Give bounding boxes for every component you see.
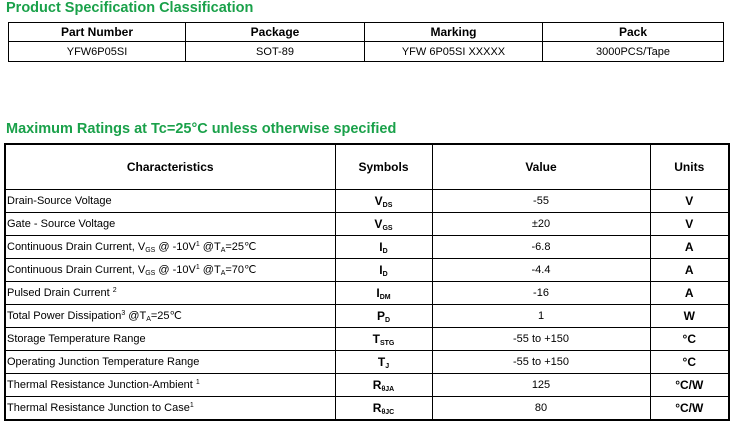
characteristic-cell: Pulsed Drain Current $^2$ [5,282,335,305]
symbol-cell: $R_{\theta JC}$ [335,397,432,421]
table-row [5,213,729,236]
unit-cell: A [650,259,729,282]
table-row [5,397,729,421]
characteristic-cell: Thermal Resistance Junction-Ambient $^1$ [5,374,335,397]
characteristic-cell: Thermal Resistance Junction to Case$^1$ [5,397,335,421]
characteristic-cell: Gate - Source Voltage [5,213,335,236]
symbol-cell: $I_D$ [335,236,432,259]
value-cell: -55 to +150 [432,328,650,351]
unit-cell: A [650,236,729,259]
symbol-cell: $R_{\theta JA}$ [335,374,432,397]
characteristic-cell: Continuous Drain Current, $V_{GS}$ @ $-10V^1$ $@T_A=25℃$ [5,236,335,259]
characteristic-cell: Operating Junction Temperature Range [5,351,335,374]
unit-cell: A [650,282,729,305]
header-units: Units [650,144,729,190]
value-cell: -55 to +150 [432,351,650,374]
characteristic-cell: Total Power Dissipation$^3$ $@T_A=25℃$ [5,305,335,328]
symbol-cell: $I_{DM}$ [335,282,432,305]
unit-cell: W [650,305,729,328]
symbol-cell: $I_D$ [335,259,432,282]
header-package: Package [186,23,365,42]
symbol-cell: $T_J$ [335,351,432,374]
characteristic-cell: Continuous Drain Current, $V_{GS}$ @ $-10V^1$ $@T_A=70℃$ [5,259,335,282]
table-row [5,190,729,213]
ratings-section-title: Maximum Ratings at Tc=25°C unless otherwise specified [6,121,397,137]
unit-cell: V [650,190,729,213]
ratings-header-row [5,144,729,190]
ratings-table [4,143,730,421]
header-value: Value [432,144,650,190]
table-row [5,328,729,351]
symbol-cell: $P_D$ [335,305,432,328]
marking-value: YFW 6P05SI XXXXX [365,42,543,62]
table-row [5,351,729,374]
header-part-number: Part Number [9,23,186,42]
spec-data-row [9,42,724,62]
symbol-cell: $V_{GS}$ [335,213,432,236]
package-value: SOT-89 [186,42,365,62]
spec-section-title: Product Specification Classification [6,0,254,16]
table-row [5,282,729,305]
symbol-cell: $T_{STG}$ [335,328,432,351]
table-row [5,236,729,259]
value-cell: ±20 [432,213,650,236]
header-marking: Marking [365,23,543,42]
spec-table [8,22,724,62]
spec-header-row [9,23,724,42]
unit-cell: °C [650,351,729,374]
unit-cell: °C/W [650,374,729,397]
header-pack: Pack [543,23,724,42]
value-cell: -16 [432,282,650,305]
unit-cell: V [650,213,729,236]
characteristic-cell: Drain-Source Voltage [5,190,335,213]
header-symbols: Symbols [335,144,432,190]
table-row [5,374,729,397]
pack-value: 3000PCS/Tape [543,42,724,62]
unit-cell: °C [650,328,729,351]
value-cell: 125 [432,374,650,397]
symbol-cell: $V_{DS}$ [335,190,432,213]
value-cell: 1 [432,305,650,328]
part-number-value: YFW6P05SI [9,42,186,62]
unit-cell: °C/W [650,397,729,421]
header-characteristics: Characteristics [5,144,335,190]
value-cell: -6.8 [432,236,650,259]
table-row [5,259,729,282]
value-cell: -4.4 [432,259,650,282]
ratings-body [5,190,729,421]
value-cell: -55 [432,190,650,213]
value-cell: 80 [432,397,650,421]
table-row [5,305,729,328]
characteristic-cell: Storage Temperature Range [5,328,335,351]
